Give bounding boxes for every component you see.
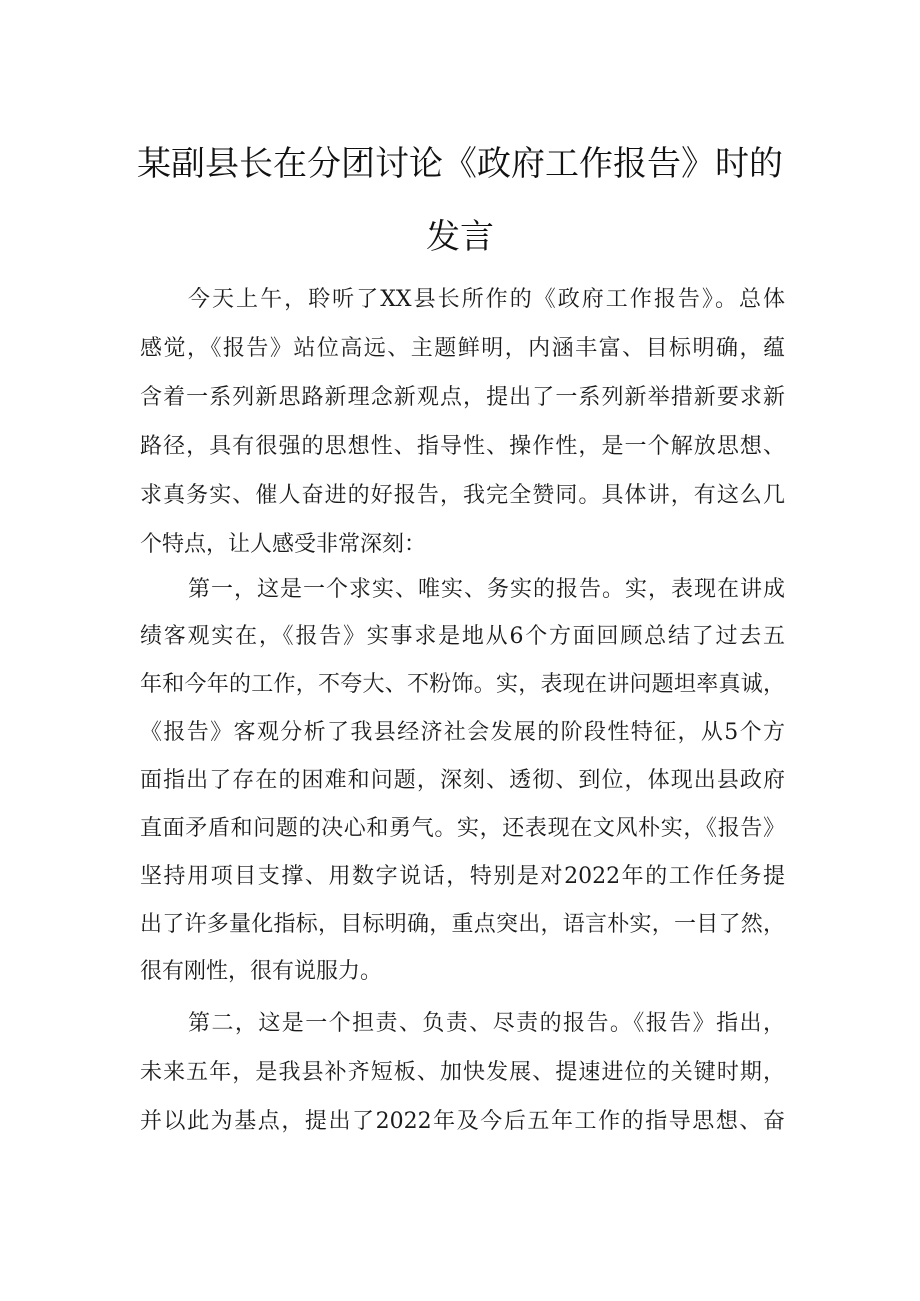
paragraph-2-line-8: 出了许多量化指标，目标明确，重点突出，语言朴实，一目了然， — [140, 912, 785, 937]
paragraph-2-line-5: 面指出了存在的困难和问题，深刻、透彻、到位，体现出县政府 — [140, 768, 785, 793]
document-title-line-2: 发言 — [426, 217, 494, 257]
paragraph-3-line-2: 未来五年，是我县补齐短板、加快发展、提速进位的关键时期， — [140, 1060, 785, 1085]
paragraph-2-line-1: 第一，这是一个求实、唯实、务实的报告。实，表现在讲成 — [188, 577, 785, 602]
paragraph-1-line-1: 今天上午，聆听了XX县长所作的《政府工作报告》。总体 — [188, 287, 785, 312]
paragraph-2-line-3: 年和今年的工作，不夸大、不粉饰。实，表现在讲问题坦率真诚， — [140, 672, 785, 697]
paragraph-2-line-4: 《报告》客观分析了我县经济社会发展的阶段性特征，从5个方 — [140, 720, 785, 745]
paragraph-3-line-1: 第二，这是一个担责、负责、尽责的报告。《报告》指出， — [188, 1011, 785, 1036]
paragraph-1-line-4: 路径，具有很强的思想性、指导性、操作性，是一个解放思想、 — [140, 434, 785, 459]
paragraph-1-line-3: 含着一系列新思路新理念新观点，提出了一系列新举措新要求新 — [140, 385, 785, 410]
paragraph-2-line-9: 很有刚性，很有说服力。 — [140, 959, 383, 984]
paragraph-2-line-7: 坚持用项目支撑、用数字说话，特别是对2022年的工作任务提 — [140, 864, 785, 889]
paragraph-1-line-2: 感觉，《报告》站位高远、主题鲜明，内涵丰富、目标明确，蕴 — [140, 336, 785, 361]
document-title-line-1: 某副县长在分团讨论《政府工作报告》时的 — [137, 144, 783, 184]
paragraph-2-line-2: 绩客观实在，《报告》实事求是地从6个方面回顾总结了过去五 — [140, 624, 785, 649]
paragraph-1-line-6: 个特点，让人感受非常深刻： — [140, 532, 427, 557]
paragraph-3-line-3: 并以此为基点，提出了2022年及今后五年工作的指导思想、奋 — [140, 1109, 785, 1134]
paragraph-1-line-5: 求真务实、催人奋进的好报告，我完全赞同。具体讲，有这么几 — [140, 483, 785, 508]
paragraph-2-line-6: 直面矛盾和问题的决心和勇气。实，还表现在文风朴实，《报告》 — [140, 816, 785, 841]
